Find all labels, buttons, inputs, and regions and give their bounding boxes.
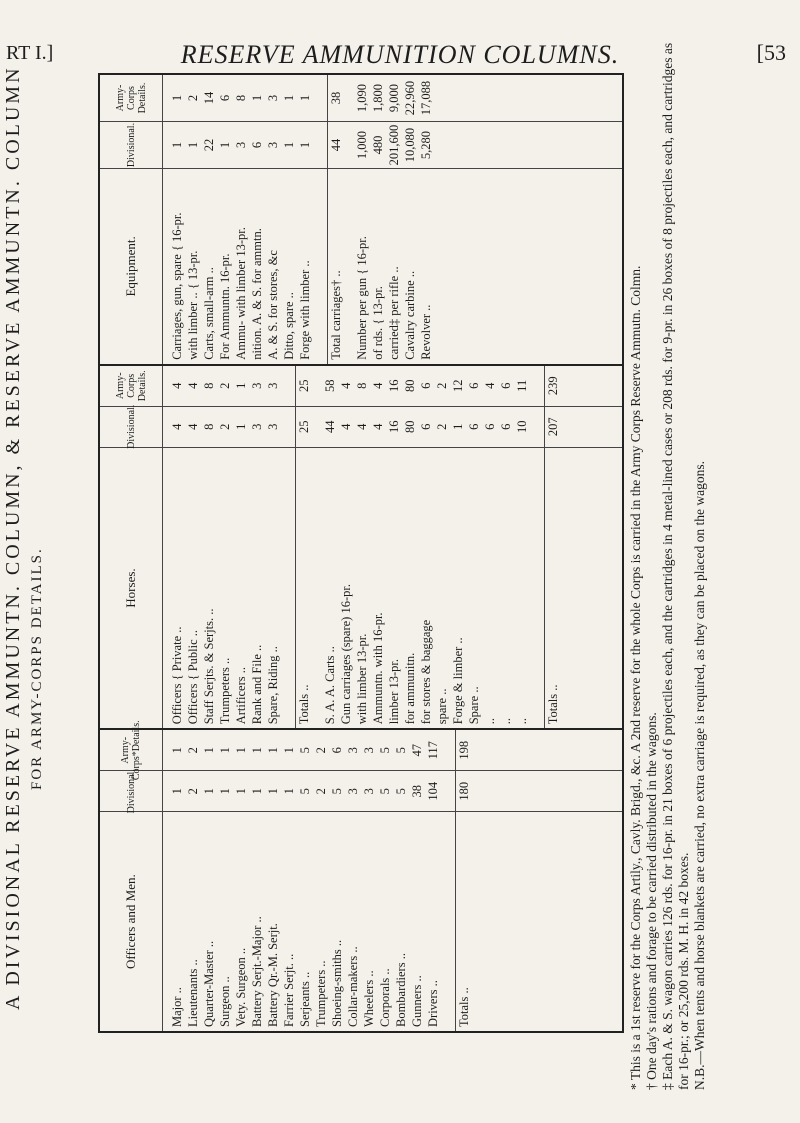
row-label: Artificers ..	[234, 666, 248, 725]
footnote: ‡ Each A. & S. wagon carries 126 rds. for 16-pr. in 21 boxes of 6 projectiles each, and the cartridges in 4 metal-lined cases or 208 rds. for 9-pr. in 26 boxes of 8 projectiles each, and cartridges as for 16-pr.; or 25,200 rds. M. H. in 42 boxes.	[660, 42, 691, 1090]
army-corps-value: 16	[387, 379, 401, 393]
row-label: Major ..	[170, 987, 184, 1027]
table-subtitle: FOR ARMY-CORPS DETAILS.	[29, 547, 45, 790]
army-corps-value: 8	[202, 382, 216, 389]
army-corps-value: 2	[314, 747, 328, 754]
column-header: Divisional.	[100, 771, 163, 811]
divisional-value: 1	[170, 788, 184, 795]
column-header: Equipment.	[100, 169, 163, 364]
army-corps-value: 4	[371, 382, 385, 389]
footnote: † One day's rations and forage to be carried distributed in the wagons.	[644, 712, 659, 1090]
army-corps-value: 14	[202, 91, 216, 105]
army-corps-value: 58	[323, 379, 337, 393]
army-corps-value: 38	[327, 75, 344, 121]
divisional-value: 1	[218, 141, 232, 149]
divisional-value: 3	[266, 423, 280, 430]
divisional-value: 201,600	[387, 124, 401, 166]
divisional-value: 3	[362, 788, 376, 795]
divisional-value: 1	[186, 141, 200, 149]
row-label: Trumpeters ..	[218, 657, 232, 725]
row-label: spare ..	[435, 688, 449, 725]
row-label: For Ammuntn. 16-pr.	[218, 253, 232, 360]
army-corps-value: 3	[266, 94, 280, 102]
divisional-value: 1	[202, 788, 216, 795]
divisional-value: 4	[186, 423, 200, 430]
army-corps-value: 8	[234, 94, 248, 102]
column-header: Army-Corps Details.	[100, 366, 163, 406]
row-label: with limber 13-pr.	[355, 633, 369, 725]
row-label: A. & S. for stores, &c	[266, 250, 280, 360]
army-corps-value: 4	[170, 382, 184, 389]
row-label: with limber .. { 13-pr.	[186, 250, 200, 360]
row-label: Rank and File ..	[250, 644, 264, 725]
divisional-value: 4	[355, 423, 369, 430]
divisional-value: 80	[403, 420, 417, 434]
army-corps-value: 3	[266, 382, 280, 389]
row-label: Battery Serjt.-Major ..	[250, 916, 264, 1027]
army-corps-value: 5	[378, 747, 392, 754]
column-header: Divisional.	[100, 407, 163, 447]
divisional-value: 4	[371, 423, 385, 430]
table-title: A DIVISIONAL RESERVE AMMUNTN. COLUMN, & RESERVE AMMUNTN. COLUMN	[2, 65, 24, 1010]
row-label: Spare, Riding ..	[266, 646, 280, 725]
divisional-value: 8	[202, 423, 216, 430]
row-label: Shoeing-smiths ..	[330, 939, 344, 1027]
army-corps-value: 1	[234, 382, 248, 389]
row-label: Staff Serjts. & Serjts. ..	[202, 608, 216, 725]
army-corps-value: 12	[451, 379, 465, 393]
army-corps-value: 25	[295, 366, 312, 406]
row-label: for stores & baggage	[419, 619, 433, 725]
divisional-value: 5,280	[419, 130, 433, 160]
army-corps-value: 47	[410, 744, 424, 757]
divisional-value: 3	[346, 788, 360, 795]
army-corps-value: 3	[250, 382, 264, 389]
divisional-value: 1	[234, 788, 248, 795]
page-number: [53	[756, 40, 786, 65]
divisional-value: 104	[426, 781, 440, 801]
row-label: ..	[515, 718, 529, 725]
row-label: Gun carriages (spare) 16-pr.	[339, 584, 353, 725]
divisional-value: 16	[387, 420, 401, 434]
row-label: Serjeants ..	[298, 971, 312, 1027]
divisional-value: 1	[266, 788, 280, 795]
army-corps-value: 2	[186, 747, 200, 754]
footnote: N.B.—When tents and horse blankets are carried, no extra carriage is required, as they can be placed on the wagons.	[692, 460, 707, 1090]
row-label: Officers { Public ..	[186, 629, 200, 725]
row-label: Drivers ..	[426, 980, 440, 1027]
divisional-value: 1	[282, 788, 296, 795]
part-marker: RT I.]	[6, 42, 54, 64]
army-corps-value: 5	[298, 747, 312, 754]
row-label: Trumpeters ..	[314, 960, 328, 1027]
row-label: Wheelers ..	[362, 970, 376, 1027]
row-label: S. A. A. Carts ..	[323, 646, 337, 725]
column-header: Army-Corps Details.	[100, 75, 163, 121]
divisional-value: 180	[455, 771, 472, 811]
army-corps-value: 2	[435, 382, 449, 389]
divisional-value: 5	[330, 788, 344, 795]
column-header: Army-Corps*Details.	[100, 730, 163, 770]
row-label: Revolver ..	[419, 304, 433, 360]
divisional-value: 1	[234, 423, 248, 430]
row-label: limber 13-pr.	[387, 659, 401, 725]
army-corps-value: 1	[282, 747, 296, 754]
total-label: Totals ..	[295, 448, 312, 728]
horses-section	[100, 364, 622, 728]
row-label: Vety. Surgeon ..	[234, 947, 248, 1027]
army-corps-value: 4	[339, 382, 353, 389]
army-corps-value: 80	[403, 379, 417, 393]
row-label: Farrier Serjt. ..	[282, 953, 296, 1027]
army-corps-value: 1	[282, 94, 296, 102]
army-corps-value: 8	[355, 382, 369, 389]
divisional-value: 5	[378, 788, 392, 795]
row-label: Corporals ..	[378, 968, 392, 1027]
row-label: Officers { Private ..	[170, 626, 184, 725]
divisional-value: 1,000	[355, 130, 369, 160]
army-corps-value: 4	[483, 382, 497, 389]
row-label: Cavalry carbine ..	[403, 270, 417, 360]
divisional-value: 480	[371, 135, 385, 155]
divisional-value: 1	[282, 141, 296, 149]
army-corps-value: 5	[394, 747, 408, 754]
army-corps-value: 3	[346, 747, 360, 754]
divisional-value: 1	[250, 788, 264, 795]
divisional-value: 5	[394, 788, 408, 795]
army-corps-value: 198	[455, 730, 472, 770]
divisional-value: 6	[483, 423, 497, 430]
army-corps-value: 3	[362, 747, 376, 754]
army-corps-value: 11	[515, 379, 529, 392]
row-label: Ammu- with limber 13-pr.	[234, 227, 248, 360]
army-corps-value: 6	[218, 94, 232, 102]
equipment-section	[100, 75, 622, 364]
army-corps-value: 1	[298, 94, 312, 102]
army-corps-value: 1	[170, 747, 184, 754]
army-corps-value: 117	[426, 741, 440, 760]
row-label: Lieutenants ..	[186, 959, 200, 1027]
army-corps-value: 22,960	[403, 80, 417, 116]
divisional-value: 44	[327, 122, 344, 168]
row-label: Number per gun { 16-pr.	[355, 236, 369, 360]
row-label: of rds. { 13-pr.	[371, 286, 385, 360]
divisional-value: 4	[170, 423, 184, 430]
army-corps-value: 1	[202, 747, 216, 754]
row-label: Bombardiers ..	[394, 953, 408, 1027]
divisional-value: 6	[467, 423, 481, 430]
page-title: RESERVE AMMUNITION COLUMNS.	[180, 40, 620, 69]
row-label: ..	[483, 718, 497, 725]
divisional-value: 207	[544, 407, 561, 447]
rotated-table	[98, 73, 624, 1033]
army-corps-value: 1,090	[355, 83, 369, 113]
divisional-value: 6	[419, 423, 433, 430]
ammunition-table	[98, 73, 624, 1033]
row-label: Carriages, gun, spare { 16-pr.	[170, 212, 184, 360]
army-corps-value: 2	[218, 382, 232, 389]
army-corps-value: 2	[186, 94, 200, 102]
divisional-value: 6	[250, 141, 264, 149]
army-corps-value: 6	[499, 382, 513, 389]
row-label: Carts, small-arm ..	[202, 267, 216, 360]
divisional-value: 2	[218, 423, 232, 430]
army-corps-value: 17,088	[419, 80, 433, 116]
divisional-value: 2	[435, 423, 449, 430]
divisional-value: 25	[295, 407, 312, 447]
divisional-value: 4	[339, 423, 353, 430]
army-corps-value: 1	[250, 94, 264, 102]
divisional-value: 10	[515, 420, 529, 434]
divisional-value: 6	[499, 423, 513, 430]
divisional-value: 38	[410, 785, 424, 798]
divisional-value: 3	[266, 141, 280, 149]
footnotes	[628, 30, 798, 1090]
row-label: Collar-makers ..	[346, 946, 360, 1027]
total-label: Totals ..	[455, 812, 472, 1031]
column-header: Divisional.	[100, 122, 163, 168]
divisional-value: 1	[218, 788, 232, 795]
total-label: Totals ..	[544, 448, 561, 728]
divisional-value: 5	[298, 788, 312, 795]
divisional-value: 2	[186, 788, 200, 795]
army-corps-value: 1	[218, 747, 232, 754]
divisional-value: 2	[314, 788, 328, 795]
army-corps-value: 1	[234, 747, 248, 754]
row-label: Surgeon ..	[218, 976, 232, 1027]
row-label: Battery Qr.-M. Serjt.	[266, 923, 280, 1027]
army-corps-value: 9,000	[387, 83, 401, 113]
divisional-value: 44	[323, 420, 337, 434]
row-label: Quarter-Master ..	[202, 940, 216, 1027]
army-corps-value: 6	[330, 747, 344, 754]
divisional-value: 1	[451, 423, 465, 430]
army-corps-value: 1	[250, 747, 264, 754]
divisional-value: 3	[234, 141, 248, 149]
row-label: nition. A. & S. for ammtn.	[250, 228, 264, 360]
row-label: Ditto, spare ..	[282, 292, 296, 360]
army-corps-value: 4	[186, 382, 200, 389]
row-label: Ammuntn. with 16-pr.	[371, 612, 385, 725]
total-label: Total carriages† ..	[327, 169, 344, 364]
row-label: Gunners ..	[410, 975, 424, 1027]
army-corps-value: 6	[467, 382, 481, 389]
column-header: Officers and Men.	[100, 812, 163, 1031]
divisional-value: 1	[298, 141, 312, 149]
row-label: carried‡ per rifle ..	[387, 266, 401, 360]
officers-section	[100, 720, 622, 1031]
row-label: Forge with limber ..	[298, 260, 312, 360]
row-label: Forge & limber ..	[451, 637, 465, 725]
army-corps-value: 6	[419, 382, 433, 389]
row-label: for ammunitn.	[403, 652, 417, 725]
army-corps-value: 1	[170, 94, 184, 102]
divisional-value: 1	[170, 141, 184, 149]
army-corps-value: 1	[266, 747, 280, 754]
army-corps-value: 239	[544, 366, 561, 406]
row-label: Spare ..	[467, 686, 481, 725]
army-corps-value: 1,800	[371, 83, 385, 113]
divisional-value: 22	[202, 138, 216, 152]
row-label: ..	[499, 718, 513, 725]
footnote: * This is a 1st reserve for the Corps Artily., Cavly. Brigd., &c. A 2nd reserve for the whole Corps is carried in the Army Corps Reserve Ammutn. Colmn.	[628, 265, 643, 1090]
column-header: Horses.	[100, 448, 163, 728]
divisional-value: 3	[250, 423, 264, 430]
divisional-value: 10,080	[403, 127, 417, 163]
